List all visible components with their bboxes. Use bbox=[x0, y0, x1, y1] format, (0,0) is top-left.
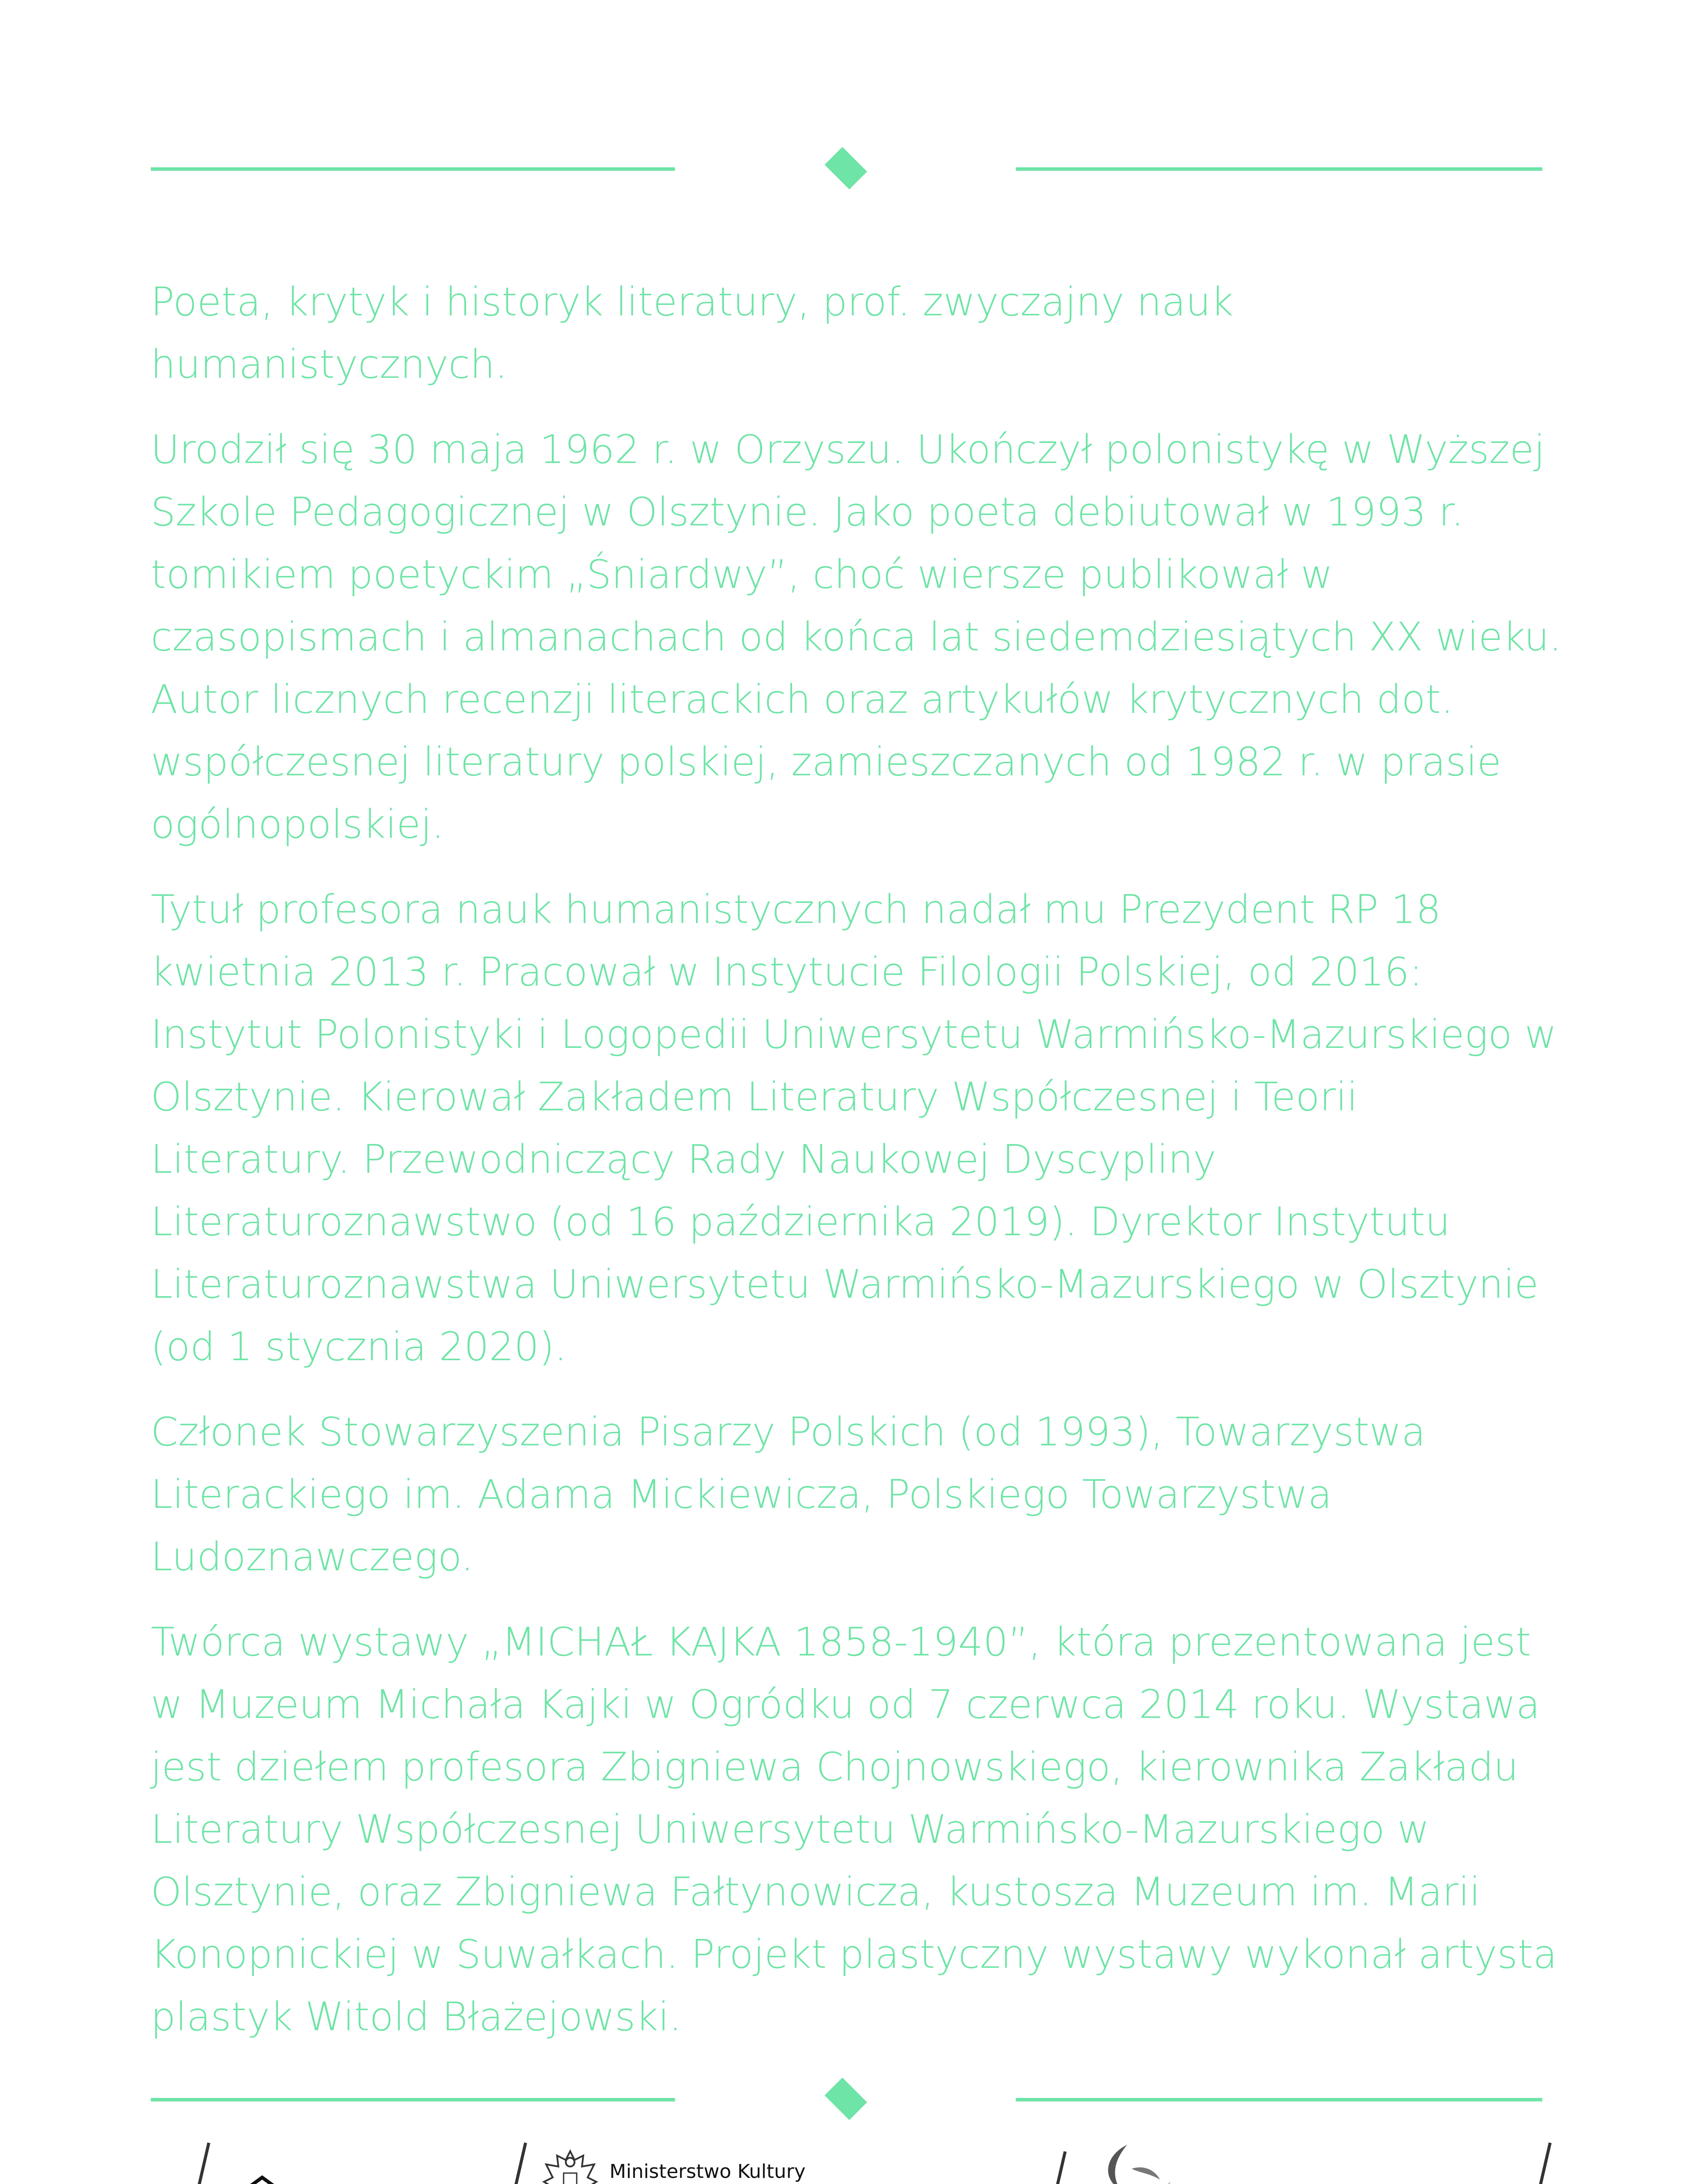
ministry-name bbox=[609, 2160, 863, 2184]
bottom-divider bbox=[0, 2081, 1693, 2116]
paragraph-5: Twórca wystawy „MICHAŁ KAJKA 1858-1940”, która prezentowana jest w Muzeum Michała Kajki w Ogródku od 7 czerwca 2014 roku. Wystawa jest dziełem profesora Zbigniewa Chojnowskiego, kierownika Zakładu Literatury Współczesnej Uniwersytetu Warmińsko-Mazurskiego w Olsztynie, oraz Zbigniewa Fałtynowicza, kustosza Muzeum im. Marii Konopnickiej w Suwałkach. Projekt plastyczny wystawy wykonał artysta plastyk Witold Błażejowski. bbox=[151, 1619, 1558, 2040]
museum-logo-icon bbox=[205, 2171, 319, 2184]
footer-separator-4 bbox=[1506, 2143, 1552, 2184]
ministry-name-line-1: Ministerstwo Kultury bbox=[609, 2160, 806, 2183]
bottom-divider-diamond-icon bbox=[824, 2077, 867, 2120]
footer-separator-1 bbox=[164, 2143, 211, 2184]
paragraph-3: Tytuł profesora nauk humanistycznych nadał mu Prezydent RP 18 kwietnia 2013 r. Pracował w Instytucie Filologii Polskiej, od 2016: Instytut Polonistyki i Logopedii Uniwersytetu Warmińsko-Mazurskiego w Olsztynie. Kierował Zakładem Literatury Współczesnej i Teorii Literatury. Przewodniczący Rady Naukowej Dyscypliny Literaturoznawstwo (od 16 października 2019). Dyrektor Instytutu Literaturoznawstwa Uniwersytetu Warmińsko-Mazurskiego w Olsztynie (od 1 stycznia 2020). bbox=[151, 887, 1557, 1370]
top-divider bbox=[0, 151, 1693, 186]
bottom-divider-left-line bbox=[151, 2098, 675, 2101]
footer-separator-3 bbox=[1021, 2151, 1067, 2184]
warmia-mazury-logo-icon bbox=[1079, 2138, 1193, 2184]
bottom-divider-right-line bbox=[1016, 2098, 1542, 2101]
biography-text bbox=[151, 271, 1562, 2071]
top-divider-right-line bbox=[1016, 167, 1542, 171]
eagle-emblem-icon bbox=[542, 2147, 599, 2184]
paragraph-1: Poeta, krytyk i historyk literatury, prof. zwyczajny nauk humanistycznych. bbox=[151, 279, 1234, 387]
top-divider-left-line bbox=[151, 167, 675, 171]
top-divider-diamond-icon bbox=[824, 147, 867, 189]
footer-separator-2 bbox=[481, 2143, 527, 2184]
paragraph-4: Członek Stowarzyszenia Pisarzy Polskich (od 1993), Towarzystwa Literackiego im. Adama Mickiewicza, Polskiego Towarzystwa Ludoznawczego. bbox=[151, 1409, 1426, 1580]
paragraph-2: Urodził się 30 maja 1962 r. w Orzyszu. Ukończył polonistykę w Wyższej Szkole Pedagogicznej w Olsztynie. Jako poeta debiutował w 1993 r. tomikiem poetyckim „Śniardwy”, choć wiersze publikował w czasopismach i almanachach od końca lat siedemdziesiątych XX wieku. Autor licznych recenzji literackich oraz artykułów krytycznych dot. współczesnej literatury polskiej, zamieszczanych od 1982 r. w prasie ogólnopolskiej. bbox=[151, 427, 1562, 847]
